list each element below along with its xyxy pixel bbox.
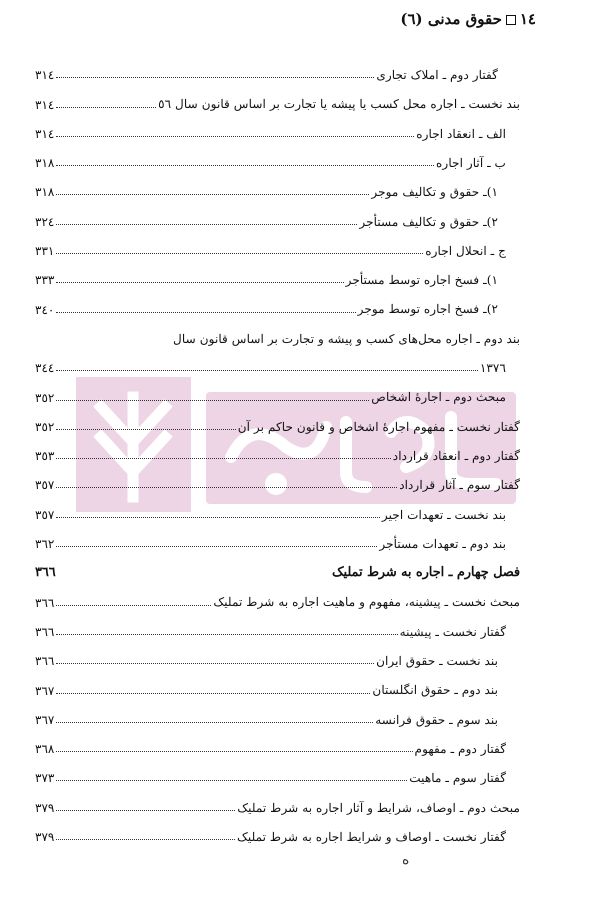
toc-entry [35,784,520,813]
dot-leader [56,253,423,254]
dot-leader [56,458,390,459]
toc-entry-title: گفتار دوم ـ انعقاد قرارداد [392,448,520,463]
dot-leader [56,136,414,137]
toc-entry-page: ٣١٤ [35,126,55,141]
toc-entry-title: فصل چهارم ـ اجاره به شرط تملیک [332,564,520,580]
toc-entry-title: گفتار دوم ـ املاک تجاری [376,68,498,83]
dot-leader [56,546,377,547]
toc-entry-page: ٣٦٨ [35,742,55,757]
toc-entry-title: ١٣٧٦ [479,361,506,376]
dot-leader [56,429,235,430]
toc-entry-page: ٣٧٩ [35,800,55,815]
table-of-contents [35,52,520,843]
page-header [40,10,536,28]
toc-entry [35,579,520,608]
toc-entry [35,521,520,550]
toc-entry [35,374,520,403]
dot-leader [56,77,374,78]
dot-leader [56,107,156,108]
dot-leader [56,400,369,401]
toc-entry [35,491,520,520]
toc-entry [35,198,520,227]
toc-entry-title: ٢)ـ فسخ اجاره توسط موجر [357,302,498,317]
toc-entry-page: ٣١٤ [35,68,55,83]
dot-leader [56,312,355,313]
toc-entry-title: ١)ـ فسخ اجاره توسط مستأجر [345,273,498,288]
toc-entry-title: گفتار دوم ـ مفهوم [414,741,506,756]
toc-entry-title: ٢)ـ حقوق و تکالیف مستأجر [359,214,498,229]
square-bullet-icon [506,15,516,25]
toc-entry-title: گفتار نخست ـ اوصاف و شرایط اجاره به شرط تملیک [236,829,506,844]
toc-entry-page: ٣٦٧ [35,712,55,727]
toc-entry-title: مبحث نخست ـ پیشینه، مفهوم و ماهیت اجاره به شرط تملیک [213,595,520,610]
dot-leader [56,693,370,694]
toc-entry [35,697,520,726]
toc-entry-title: بند سوم ـ حقوق فرانسه [375,712,498,727]
toc-entry-page: ٣٦٧ [35,683,55,698]
dot-leader [56,605,211,606]
toc-entry-page: ٣٥٢ [35,390,55,405]
toc-entry-page: ٣٧٣ [35,771,55,786]
dot-leader [56,517,380,518]
toc-entry-title: مبحث دوم ـ اوصاف، شرایط و آثار اجاره به شرط تملیک [237,800,520,815]
toc-entry-page: ٣٤٠ [35,302,55,317]
toc-entry [35,286,520,315]
toc-entry [35,404,520,433]
toc-entry-title: گفتار نخست ـ پیشینه [399,624,506,639]
toc-entry-title: گفتار سوم ـ آثار قرارداد [399,478,520,493]
toc-entry-page: ٣١٨ [35,156,55,171]
footer-mark: ه [402,852,410,868]
toc-entry-page: ٣٣٣ [35,273,55,288]
toc-entry [35,667,520,696]
toc-entry-title: ب ـ آثار اجاره [436,155,506,170]
toc-entry [35,726,520,755]
toc-entry [35,345,520,374]
dot-leader [56,810,235,811]
toc-entry [35,462,520,491]
toc-entry-page: ٣١٨ [35,185,55,200]
toc-entry [35,433,520,462]
toc-entry [35,814,520,843]
dot-leader [56,663,374,664]
toc-entry-page: ٣٥٣ [35,449,55,464]
dot-leader [56,751,412,752]
book-title: حقوق مدنی (٦) [400,10,502,28]
toc-entry-title: گفتار نخست ـ مفهوم اجارۀ اشخاص و قانون حاکم بر آن [237,419,520,434]
toc-entry-page: ٣٦٦ [35,564,56,580]
toc-entry-page: ٣٦٦ [35,654,55,669]
toc-entry [35,228,520,257]
toc-entry-page: ٣١٤ [35,97,55,112]
dot-leader [56,194,369,195]
toc-entry-title: بند نخست ـ حقوق ایران [376,654,498,669]
toc-entry-page: ٣٥٧ [35,507,55,522]
toc-entry [35,550,520,579]
toc-entry-page: ٣٣١ [35,244,55,259]
toc-entry-title: بند نخست ـ اجاره محل کسب یا پیشه یا تجارت بر اساس قانون سال ٥٦ [158,97,520,112]
toc-entry [35,755,520,784]
toc-entry [35,169,520,198]
toc-entry-page: ٣٥٢ [35,419,55,434]
toc-entry [35,52,520,81]
dot-leader [56,165,434,166]
toc-entry-title: بند دوم ـ حقوق انگلستان [372,683,498,698]
dot-leader [56,282,343,283]
toc-entry-page: ٣٦٢ [35,537,55,552]
dot-leader [56,370,477,371]
dot-leader [56,722,373,723]
dot-leader [56,780,407,781]
dot-leader [56,224,357,225]
dot-leader [56,634,397,635]
toc-entry [35,316,520,345]
toc-entry-page: ٣٤٤ [35,361,55,376]
toc-entry-title: مبحث دوم ـ اجارۀ اشخاص [371,390,506,405]
toc-entry [35,111,520,140]
toc-entry-title: بند نخست ـ تعهدات اجیر [381,507,506,522]
toc-entry-page: ٣٧٩ [35,830,55,845]
toc-entry-title: گفتار سوم ـ ماهیت [409,771,506,786]
toc-entry-page: ٣٢٤ [35,214,55,229]
toc-entry-title: بند دوم ـ اجاره محل‌های کسب و پیشه و تجارت بر اساس قانون سال [173,331,520,346]
toc-entry-page: ٣٥٧ [35,478,55,493]
toc-entry [35,609,520,638]
toc-entry-title: بند دوم ـ تعهدات مستأجر [379,536,506,551]
dot-leader [56,839,235,840]
toc-entry-page: ٣٦٦ [35,595,55,610]
toc-entry-title: الف ـ انعقاد اجاره [416,126,506,141]
toc-entry [35,638,520,667]
toc-entry [35,81,520,110]
toc-entry-title: ١)ـ حقوق و تکالیف موجر [371,185,498,200]
toc-entry [35,140,520,169]
page-number: ١٤ [519,10,536,28]
toc-entry [35,257,520,286]
toc-entry-title: ج ـ انحلال اجاره [425,243,506,258]
dot-leader [56,487,397,488]
toc-entry-page: ٣٦٦ [35,624,55,639]
